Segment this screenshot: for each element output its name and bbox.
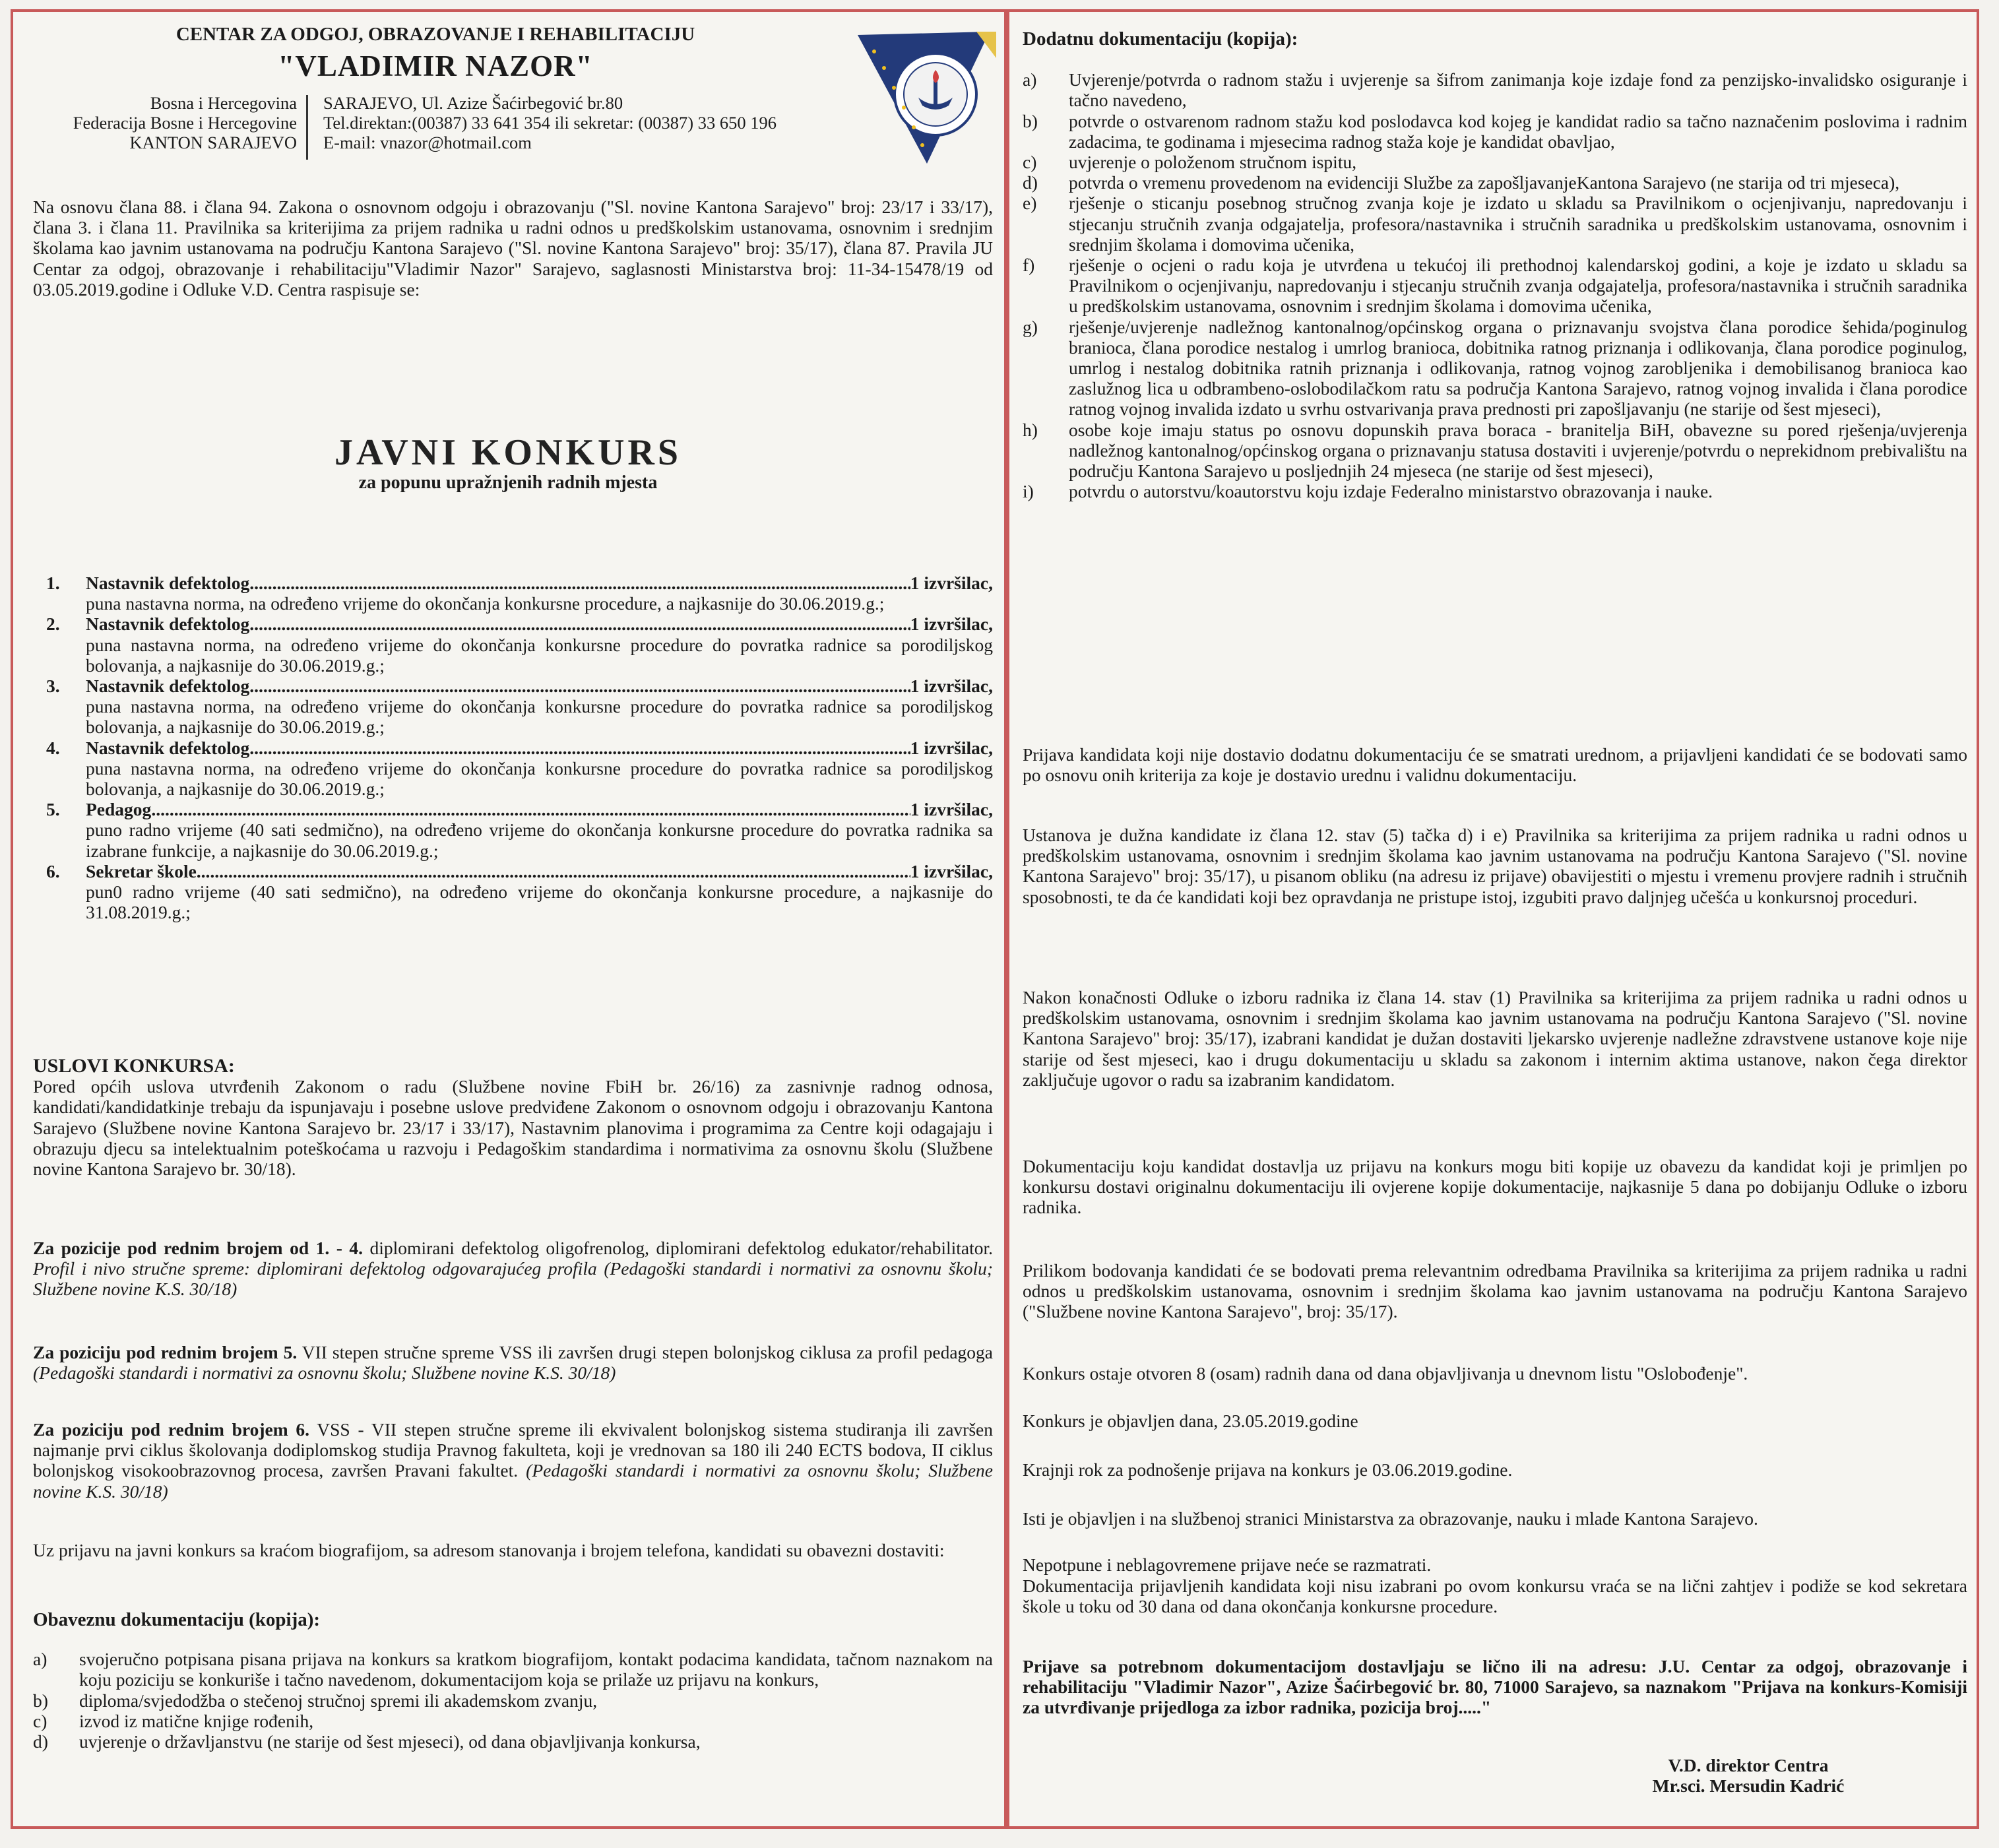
position-item (33, 738, 993, 800)
canton-line: KANTON SARAJEVO (129, 133, 297, 152)
federation-line: Federacija Bosne i Hercegovine (73, 113, 297, 133)
position-item (33, 861, 993, 923)
position-description: puna nastavna norma, na određeno vrijeme do okončanja konkursne procedure do povratka radnice sa porodiljskog bolovanja, a najkasnije do 30.06.2019.g.; (86, 634, 993, 676)
list-item: d) uvjerenje o državljanstvu (ne starije od šest mjeseci), od dana objavljivanja konkursa, (33, 1731, 701, 1752)
position-count: 1 izvršilac, (910, 860, 993, 881)
list-item: c) uvjerenje o položenom stručnom ispitu, (1023, 152, 1357, 173)
position-item (33, 614, 993, 676)
signature-role: V.D. direktor Centra (1668, 1755, 1829, 1775)
additional-docs-section (1023, 29, 1967, 501)
list-item: b) potvrde o ostvarenom radnom stažu kod poslodavca kod kojeg je kandidat radio sa tačno naznačenim poslovima i radnim zadacima, te godinama i mjesecima radnog staža koje je kandidat obavljao, (1023, 110, 1967, 152)
title-block (13, 431, 1003, 494)
position-name: Nastavnik defektolog (86, 737, 250, 758)
position-item (33, 799, 993, 861)
position-item (33, 676, 993, 738)
paragraph-scoring: Prilikom bodovanja kandidati će se bodovati prema relevantnim odredbama Pravilnika sa kriterijima za prijem radnika u radni odnos u predškolskim ustanovama, osnovnim i srednjim školama kao javnim ustanovama na području Kantona Sarajevo ("Službene novine Kantona Sarajevo", broj: 35/17). (1023, 1260, 1967, 1322)
position-description: puna nastavna norma, na određeno vrijeme do okončanja konkursne procedure, a najkasnije do 30.06.2019.g.; (86, 593, 885, 614)
position-name: Nastavnik defektolog (86, 614, 250, 635)
list-item: h) osobe koje imaju status po osnovu dopunskih prava boraca - branitelja BiH, obavezne su pored rješenja/uvjerenja nadležnog kantonalnog/općinskog organa o priznavanju statusa dostaviti i uvjerenje/potvrdu o neprekidnom prebivalištu na području Kantona Sarajevo u posljednjih 24 mjeseca (ne starije od šest mjeseci), (1023, 419, 1967, 482)
position-description: pun0 radno vrijeme (40 sati sedmično), na određeno vrijeme do okončanja konkursne procedure, a najkasnije do 31.08.2019.g.; (86, 881, 993, 923)
paragraph-open-period: Konkurs ostaje otvoren 8 (osam) radnih dana od dana objavljivanja u dnevnom listu "Oslobođenje". (1023, 1363, 1748, 1384)
list-item: e) rješenje o sticanju posebnog stručnog zvanja koje je izdato u skladu sa Pravilnikom o ocjenjivanju, napredovanju i stjecanju stručnih zvanja odgajatelja, profesora/nastavnika i stručnih saradnika u predškolskim ustanovama, osnovnim i srednjim školama i domovima učenika, (1023, 193, 1967, 255)
requirement-6: Za poziciju pod rednim brojem 6. VSS - VII stepen stručne spreme ili ekvivalent bolonjskog sistema studiranja ili završen najmanje prvi ciklus školovanja dodiplomskog studija Pravnog fakulteta, koji je vrednovan sa 180 ili 240 ECTS bodova, II ciklus bolonjskog visokoobrazovnog procesa, završen Pravani fakultet. (Pedagoški standardi i normativi za osnovnu školu; Službene novine K.S. 30/18) (33, 1419, 993, 1502)
mandatory-docs-section (33, 1610, 993, 1752)
position-description: puna nastavna norma, na određeno vrijeme do okončanja konkursne procedure do povratka radnice sa porodiljskog bolovanja, a najkasnije do 30.06.2019.g.; (86, 757, 993, 800)
additional-docs-heading: Dodatnu dokumentaciju (kopija): (1023, 28, 1298, 49)
list-item: a) Uvjerenje/potvrda o radnom stažu i uvjerenje sa šifrom zanimanja koje izdaje fond za penzijsko-invalidsko osiguranje i tačno navedeno, (1023, 69, 1967, 111)
conditions-heading: USLOVI KONKURSA: (33, 1055, 235, 1077)
paragraph-incomplete: Nepotpune i neblagovremene prijave neće se razmatrati. (1023, 1554, 1432, 1575)
signature-block (1583, 1755, 1913, 1796)
position-number: 1. (46, 573, 60, 593)
position-name: Pedagog (86, 799, 152, 820)
list-item: a) svojeručno potpisana pisana prijava na konkurs sa kratkom biografijom, kontakt podacima kandidata, tačnom naznakom na koju poziciju se konkuriše i tačno navedenom, dokumentacijom koja se prilaže uz prijavu na konkurs, (33, 1649, 993, 1690)
position-count: 1 izvršilac, (910, 573, 993, 593)
paragraph-incomplete-docs: Prijava kandidata koji nije dostavio dodatnu dokumentaciju će se smatrati urednom, a prijavljeni kandidati će se bodovati samo po osnovu onih kriterija za koje je dostavio urednu i validnu dokumentaciju. (1023, 744, 1967, 786)
center-logo-icon (858, 32, 996, 170)
position-count: 1 izvršilac, (910, 737, 993, 758)
position-count: 1 izvršilac, (910, 676, 993, 697)
paragraph-return-docs: Dokumentacija prijavljenih kandidata koji nisu izabrani po ovom konkursu vraća se na lični zahtjev i podiže se kod sekretara škole u toku od 30 dana od dana okončanja konkursne procedure. (1023, 1576, 1967, 1617)
signature-name: Mr.sci. Mersudin Kadrić (1652, 1775, 1845, 1797)
document-subtitle: za popunu upražnjenih radnih mjesta (358, 472, 658, 493)
list-item: c) izvod iz matične knjige rođenih, (33, 1710, 314, 1731)
paragraph-ministry: Isti je objavljen i na službenoj stranici Ministarstva za obrazovanje, nauku i mlade Kantona Sarajevo. (1023, 1508, 1758, 1529)
paragraph-selection: Nakon konačnosti Odluke o izboru radnika iz člana 14. stav (1) Pravilnika sa kriterijima za prijem radnika u radni odnos u predškolskim ustanovama, osnovnim i srednjim školama kao javnim ustanovama na području Kantona Sarajevo ("Sl. novine Kantona Sarajevo" broj: 35/17), izabrani kandidat je dužan dostaviti ljekarsko uvjerenje nadležne zdravstvene ustanove koje nije starije od šest mjeseci, kao i drugu dokumentaciju u skladu sa zakonom i internim aktima ustanove, nakon čega direktor zaključuje ugovor o radu sa izabranim kandidatom. (1023, 987, 1967, 1090)
requirement-1-4: Za pozicije pod rednim brojem od 1. - 4. diplomirani defektolog oligofrenolog, diplomirani defektolog edukator/rehabilitator. Profil i nivo stručne spreme: diplomirani defektolog odgovarajućeg profila (Pedagoški standardi i normativi za osnovnu školu; Službene novine K.S. 30/18) (33, 1238, 993, 1300)
apply-paragraph: Uz prijavu na javni konkurs sa kraćom biografijom, sa adresom stanovanja i brojem telefona, kandidati su obavezni dostaviti: (33, 1540, 945, 1560)
positions-list (33, 573, 993, 922)
position-count: 1 izvršilac, (910, 799, 993, 820)
position-number: 5. (46, 799, 60, 820)
header-contact-block (323, 93, 851, 152)
position-count: 1 izvršilac, (910, 614, 993, 635)
position-number: 3. (46, 676, 60, 697)
org-line: CENTAR ZA ODGOJ, OBRAZOVANJE I REHABILITACIJU (175, 24, 695, 45)
list-item: d) potvrda o vremenu provedenom na evidenciji Službe za zapošljavanjeKantona Sarajevo (ne starija od tri mjeseca), (1023, 172, 1900, 193)
country-line: Bosna i Hercegovina (150, 93, 297, 113)
conditions-text: Pored općih uslova utvrđenih Zakonom o radu (Službene novine FbiH br. 26/16) za zasnivnje radnog odnosa, kandidati/kandidatkinje trebaju da ispunjavaju i posebne uslove predviđene Zakonom o osnovnom odgoju i obrazovanju Kantona Sarajevo (Službene novine Kantona Sarajevo br. 23/17 i 33/17), Nastavnim planovima i programima za Centre koji odagajaju i obrazuju djecu sa intelektualnim poteškoćama u razvoju i Pedagoškim standardima i normativima za osnovnu školu (Službene novine Kantona Sarajevo br. 30/18). (33, 1076, 993, 1180)
paragraph-copies: Dokumentaciju koju kandidat dostavlja uz prijavu na konkurs mogu biti kopije uz obavezu da kandidat koji je primljen po konkursu dostavi originalnu dokumentaciju ili ovjerene kopije dokumentacije, najkasnije 5 dana po dobijanju Odluke o izboru radnika. (1023, 1156, 1967, 1218)
position-name: Sekretar škole (86, 860, 197, 881)
list-item: f) rješenje o ocjeni o radu koja je utvrđena u tekućoj ili prethodnoj kalendarskoj godini, a koje je izdato u skladu sa Pravilnikom o ocjenjivanju, napredovanju i stjecanju stručnih zvanja odgajatelja, profesora/nastavnika i stručnih saradnika u predškolskim ustanovama, osnovnim i srednjim školama i domovima učenika, (1023, 255, 1967, 317)
header-separator (306, 95, 308, 160)
position-description: puno radno vrijeme (40 sati sedmično), na određeno vrijeme do okončanja konkursne procedure do povratka radnika sa izabrane funkcije, a najkasnije do 30.06.2019.g.; (86, 819, 993, 861)
address-line: SARAJEVO, Ul. Azize Šaćirbegović br.80 (323, 93, 623, 113)
paragraph-testing-notice: Ustanova je dužna kandidate iz člana 12. stav (5) tačka d) i e) Pravilnika sa kriterijima za prijem radnika u radni odnos u predškolskim ustanovama, osnovnim i srednjim školama kao javnim ustanovama na području Kantona Sarajevo ("Sl. novine Kantona Sarajevo" broj: 35/17), u pisanom obliku (na adresu iz prijave) obavijestiti o mjestu i vremenu provjere radnih i stručnih sposobnosti, te da će kandidati koji bez opravdanja ne pristupe istoj, izgubiti pravo daljnjeg učešća u konkursnoj proceduri. (1023, 825, 1967, 907)
left-column-frame (11, 9, 1007, 1829)
conditions-section (33, 1056, 993, 1179)
document-title: JAVNI KONKURS (334, 432, 682, 473)
requirement-5: Za poziciju pod rednim brojem 5. VII stepen stručne spreme VSS ili završen drugi stepen bolonjskog ciklusa za profil pedagoga (Pedagoški standardi i normativi za osnovnu školu; Službene novine K.S. 30/18) (33, 1342, 993, 1384)
phone-line: Tel.direktan:(00387) 33 641 354 ili sekretar: (00387) 33 650 196 (323, 113, 777, 133)
position-number: 6. (46, 860, 60, 881)
position-name: Nastavnik defektolog (86, 676, 250, 697)
position-number: 4. (46, 737, 60, 758)
position-item (33, 573, 993, 614)
list-item: b) diploma/svjedodžba o stečenoj stručnoj spremi ili akademskom zvanju, (33, 1690, 598, 1711)
paragraph-deadline: Krajnji rok za podnošenje prijava na konkurs je 03.06.2019.godine. (1023, 1459, 1513, 1480)
intro-paragraph: Na osnovu člana 88. i člana 94. Zakona o osnovnom odgoju i obrazovanju ("Sl. novine Kantona Sarajevo" broj: 23/17 i 33/17), člana 3. i člana 11. Pravilnika sa kriterijima za prijem radnika u radni odnos u predškolskim ustanovama, osnovnim i srednjim školama kao javnim ustanovama na području Kantona Sarajevo ("Sl. novine Kantona Sarajevo" broj: 35/17), člana 87. Pravila JU Centar za odgoj, obrazovanje i rehabilitaciju"Vladimir Nazor" Sarajevo, saglasnosti Ministarstva broj: 11-34-15478/19 od 03.05.2019.godine i Odluke V.D. Centra raspisuje se: (33, 197, 993, 300)
list-item: i) potvrdu o autorstvu/koautorstvu koju izdaje Federalno ministarstvo obrazovanja i nauke. (1023, 481, 1713, 502)
paragraph-published-date: Konkurs je objavljen dana, 23.05.2019.godine (1023, 1411, 1358, 1431)
position-name: Nastavnik defektolog (86, 573, 250, 593)
header-left-block (40, 93, 297, 152)
paragraph-submission: Prijave sa potrebnom dokumentacijom dostavljaju se lično ili na adresu: J.U. Centar za odgoj, obrazovanje i rehabilitaciju "Vladimir Nazor", Azize Šaćirbegović br. 80, 71000 Sarajevo, sa naznakom "Prijava na konkurs-Komisiji za utvrđivanje prijedloga za izbor radnika, pozicija broj....." (1023, 1656, 1967, 1718)
org-name: "VLADIMIR NAZOR" (278, 49, 593, 82)
position-description: puna nastavna norma, na određeno vrijeme do okončanja konkursne procedure do povratka radnice sa porodiljskog bolovanja, a najkasnije do 30.06.2019.g.; (86, 696, 993, 738)
email-line: E-mail: vnazor@hotmail.com (323, 133, 532, 152)
mandatory-docs-heading: Obaveznu dokumentaciju (kopija): (33, 1609, 321, 1630)
list-item: g) rješenje/uvjerenje nadležnog kantonalnog/općinskog organa o priznavanju svojstva člana porodice šehida/poginulog branioca, člana porodice nestalog i umrlog branioca, dobitnika ratnog priznanja i odlikovanja, člana porodice poginulog, umrlog i nestalog dobitnika ratnih priznanja i odlikovanja, ratnog vojnog zarobljenika i demobilisanog branioca kao zaslužnog lica u odbrambeno-oslobodilačkom ratu sa područja Kantona Sarajevo, ratnog vojnog invalida i člana porodice ratnog vojnog invalida izdato u svrhu ostvarivanja prava prednosti pri zapošljavanju (ne starije od šest mjeseci), (1023, 316, 1967, 420)
position-number: 2. (46, 614, 60, 635)
